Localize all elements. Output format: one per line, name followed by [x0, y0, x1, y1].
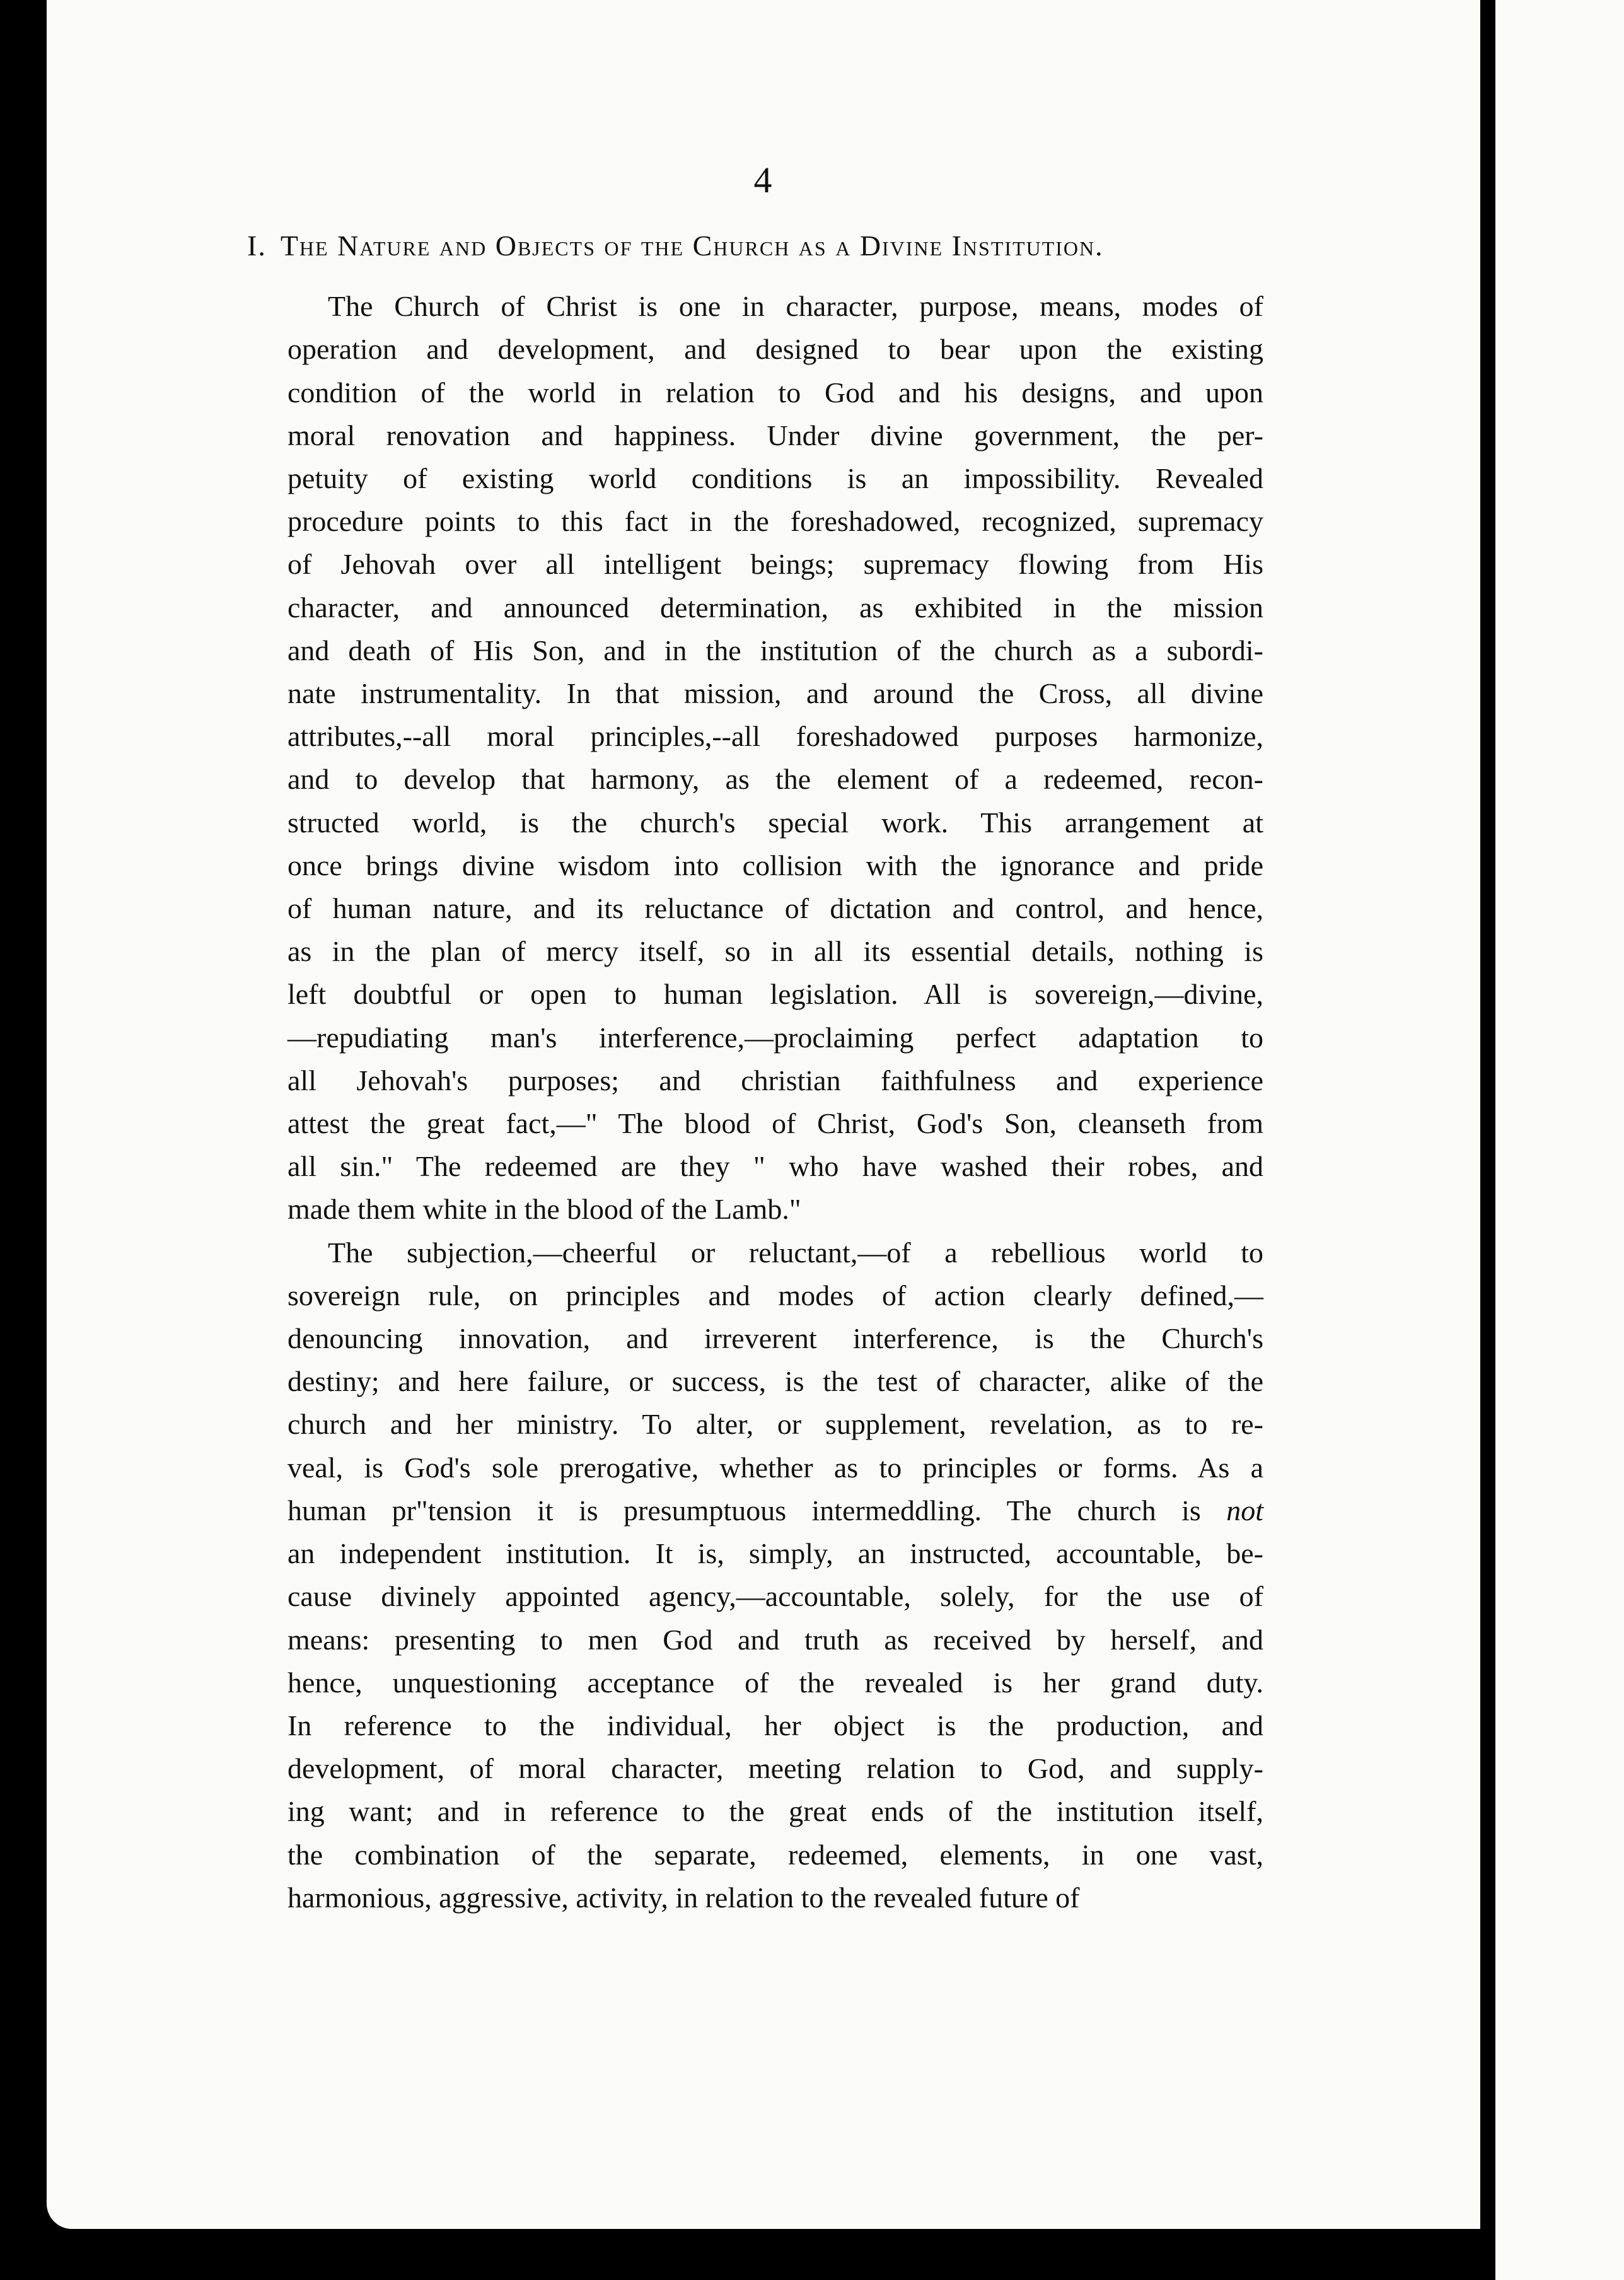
text-line: development, of moral character, meeting relation to God, and supply-	[287, 1752, 1263, 1785]
text-line: once brings divine wisdom into collision with the ignorance and pride	[287, 849, 1263, 881]
text-line: of human nature, and its reluctance of dictation and control, and hence,	[287, 892, 1263, 925]
text-line: as in the plan of mercy itself, so in all its essential details, nothing is	[287, 935, 1263, 968]
text-line: The subjection,—cheerful or reluctant,—of a rebellious world to	[328, 1236, 1263, 1269]
section-title: The Nature and Objects of the Church as a Divine Institution.	[280, 230, 1104, 262]
text-line: destiny; and here failure, or success, is the test of character, alike of the	[287, 1365, 1263, 1398]
text-line: and to develop that harmony, as the element of a redeemed, recon-	[287, 763, 1263, 796]
text-line: cause divinely appointed agency,—accountable, solely, for the use of	[287, 1580, 1263, 1613]
text-line: moral renovation and happiness. Under divine government, the per-	[287, 419, 1263, 451]
section-heading	[247, 224, 1263, 267]
text-line: and death of His Son, and in the institution of the church as a subordi-	[287, 634, 1263, 666]
text-line: an independent institution. It is, simply, an instructed, accountable, be-	[287, 1537, 1263, 1570]
text-line: nate instrumentality. In that mission, and around the Cross, all divine	[287, 677, 1263, 710]
text-line: petuity of existing world conditions is an impossibility. Revealed	[287, 462, 1263, 495]
text-line: made them white in the blood of the Lamb."	[287, 1193, 801, 1226]
text-line: condition of the world in relation to God and his designs, and upon	[287, 376, 1263, 409]
text-line: all Jehovah's purposes; and christian faithfulness and experience	[287, 1064, 1263, 1096]
text-line: left doubtful or open to human legislation. All is sovereign,—divine,	[287, 978, 1263, 1011]
text-line-content: human pr"tension it is presumptuous intermeddling. The church is	[287, 1494, 1227, 1527]
text-line: operation and development, and designed to bear upon the existing	[287, 333, 1263, 366]
text-line: means: presenting to men God and truth as received by herself, and	[287, 1623, 1263, 1656]
text-line	[247, 1489, 1263, 1532]
text-line: sovereign rule, on principles and modes of action clearly defined,—	[287, 1279, 1263, 1312]
text-line: In reference to the individual, her object is the production, and	[287, 1709, 1263, 1742]
paragraph-1	[247, 285, 1263, 1231]
text-line: attest the great fact,—" The blood of Christ, God's Son, cleanseth from	[287, 1107, 1263, 1140]
text-line: veal, is God's sole prerogative, whether as to principles or forms. As a	[287, 1451, 1263, 1484]
text-line: the combination of the separate, redeemed, elements, in one vast,	[287, 1838, 1263, 1871]
text-line: harmonious, aggressive, activity, in relation to the revealed future of	[287, 1881, 1080, 1914]
text-line: procedure points to this fact in the foreshadowed, recognized, supremacy	[287, 505, 1263, 538]
page-number: 4	[753, 160, 772, 201]
italic-emphasis: not	[1226, 1494, 1263, 1527]
text-line: structed world, is the church's special work. This arrangement at	[287, 806, 1263, 839]
text-line: ing want; and in reference to the great ends of the institution itself,	[287, 1795, 1263, 1828]
paragraph-2	[247, 1231, 1263, 1919]
text-line: attributes,--all moral principles,--all foreshadowed purposes harmonize,	[287, 720, 1263, 753]
text-column	[247, 224, 1263, 1919]
text-line: —repudiating man's interference,—proclaiming perfect adaptation to	[287, 1021, 1263, 1054]
text-line: all sin." The redeemed are they " who have washed their robes, and	[287, 1150, 1263, 1183]
adjacent-page-edge	[1495, 0, 1624, 2280]
text-line: of Jehovah over all intelligent beings; supremacy flowing from His	[287, 548, 1263, 581]
text-line: church and her ministry. To alter, or supplement, revelation, as to re-	[287, 1408, 1263, 1441]
text-line: denouncing innovation, and irreverent interference, is the Church's	[287, 1322, 1263, 1355]
text-line: The Church of Christ is one in character, purpose, means, modes of	[328, 290, 1263, 323]
text-line: hence, unquestioning acceptance of the revealed is her grand duty.	[287, 1666, 1263, 1699]
section-numeral: I.	[247, 230, 267, 262]
text-line: character, and announced determination, as exhibited in the mission	[287, 591, 1263, 624]
